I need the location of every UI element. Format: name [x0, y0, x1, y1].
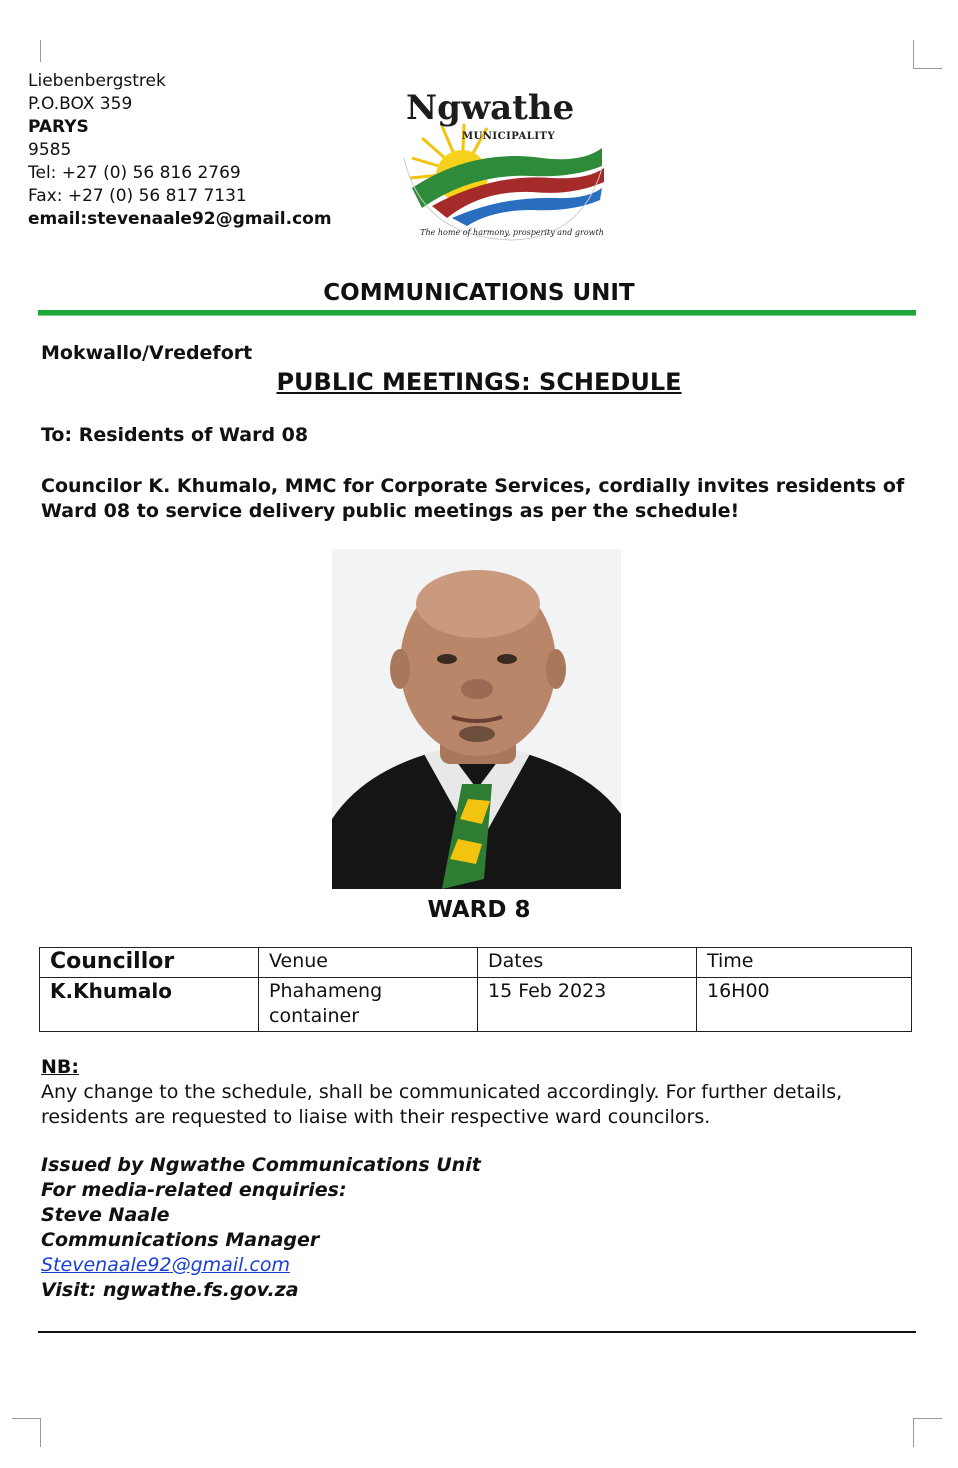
cell-time: 16H00	[697, 978, 912, 1032]
address-fax: Fax: +27 (0) 56 817 7131	[28, 186, 247, 206]
unit-title: COMMUNICATIONS UNIT	[323, 280, 635, 306]
address-line: P.O.BOX 359	[28, 94, 133, 114]
address-line: Liebenbergstrek	[28, 71, 166, 91]
crop-mark-bottom-left	[12, 1418, 41, 1447]
address-tel: Tel: +27 (0) 56 816 2769	[28, 163, 241, 183]
nb-text: Any change to the schedule, shall be communicated accordingly. For further details, residents are requested to liaise with their respective ward councilors.	[41, 1081, 843, 1128]
page-title: PUBLIC MEETINGS: SCHEDULE	[276, 368, 682, 396]
address-city: PARYS	[28, 117, 89, 137]
website-line: Visit: ngwathe.fs.gov.za	[41, 1279, 299, 1301]
table-header-row	[40, 948, 912, 978]
issued-line: Issued by Ngwathe Communications Unit	[41, 1154, 481, 1176]
header-cell-councillor: Councillor	[40, 948, 259, 978]
ward-title: WARD 8	[427, 897, 531, 923]
cell-councillor: K.Khumalo	[40, 978, 259, 1032]
header-cell-venue: Venue	[259, 948, 478, 978]
header-cell-dates: Dates	[478, 948, 697, 978]
cell-venue: Phahameng container	[259, 978, 478, 1032]
issued-line: For media-related enquiries:	[41, 1179, 347, 1201]
table-row	[40, 978, 912, 1032]
municipality-logo	[392, 78, 632, 248]
header-divider	[38, 310, 916, 316]
logo-motto: The home of harmony, prosperity and growth	[420, 228, 604, 237]
recipient-line: To: Residents of Ward 08	[41, 424, 309, 446]
crop-mark-bottom-right	[913, 1418, 942, 1447]
address-email: email:stevenaale92@gmail.com	[28, 209, 332, 229]
address-postcode: 9585	[28, 140, 72, 160]
location-label: Mokwallo/Vredefort	[41, 342, 253, 364]
contact-name: Steve Naale	[41, 1204, 170, 1226]
invitation-text: Councilor K. Khumalo, MMC for Corporate Services, cordially invites residents of Ward 08 to service delivery public meetings as per the schedule!	[41, 475, 905, 522]
contact-title: Communications Manager	[41, 1229, 320, 1251]
councillor-photo	[332, 549, 621, 889]
header-cell-time: Time	[697, 948, 912, 978]
logo-subtitle: MUNICIPALITY	[462, 131, 556, 142]
nb-label: NB:	[41, 1056, 79, 1078]
schedule-table	[39, 947, 912, 1032]
logo-name: Ngwathe	[406, 88, 575, 128]
crop-mark-top-right	[913, 40, 942, 69]
contact-email-link[interactable]: Stevenaale92@gmail.com	[41, 1254, 290, 1276]
cell-date: 15 Feb 2023	[478, 978, 697, 1032]
crop-mark-top-left	[40, 40, 41, 62]
address-block	[28, 70, 332, 231]
issued-block	[41, 1153, 481, 1303]
footer-divider	[38, 1331, 916, 1333]
